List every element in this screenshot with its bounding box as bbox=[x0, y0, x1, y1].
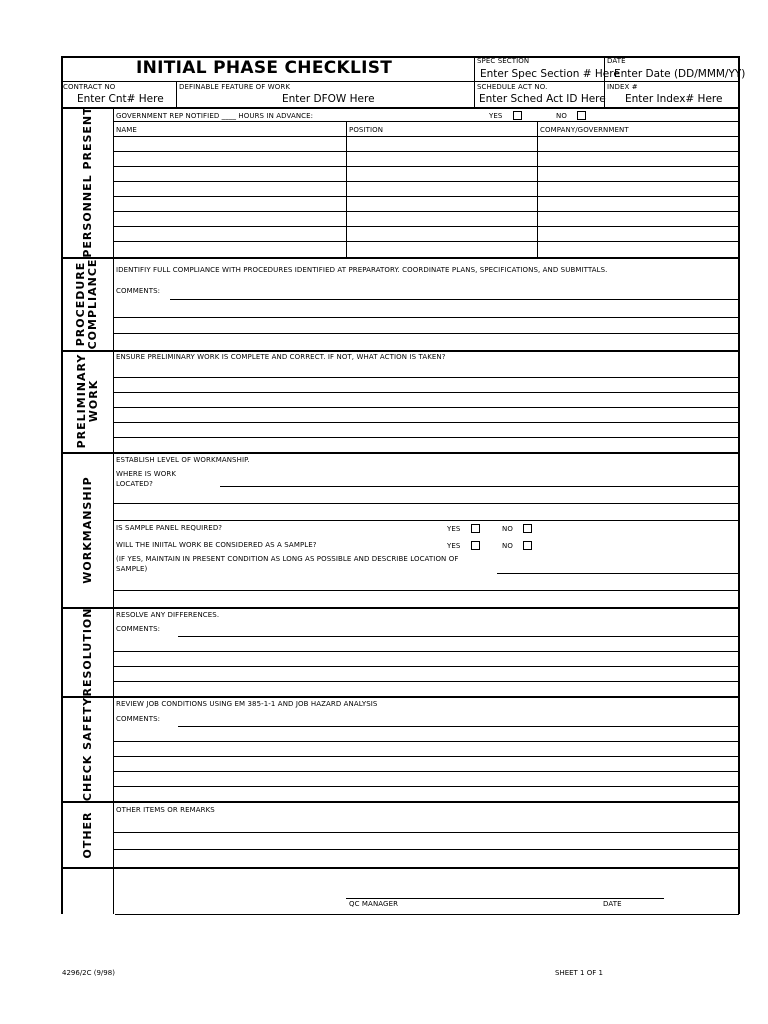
personnel-row[interactable] bbox=[113, 151, 739, 152]
personnel-row[interactable] bbox=[113, 166, 739, 167]
initial-work-sample-question: WILL THE INIITAL WORK BE CONSIDERED AS A SAMPLE? bbox=[116, 541, 317, 549]
form-number: 4296/2C (9/98) bbox=[62, 969, 115, 977]
resolution-comment-line[interactable] bbox=[178, 636, 739, 637]
other-instruction: OTHER ITEMS OR REMARKS bbox=[116, 806, 215, 814]
date-field[interactable]: Enter Date (DD/MMM/YY) bbox=[614, 68, 746, 80]
where-located-label: WHERE IS WORK LOCATED? bbox=[116, 470, 177, 488]
safety-comment-line[interactable] bbox=[113, 756, 739, 757]
preliminary-line[interactable] bbox=[113, 407, 739, 408]
workmanship-instruction: ESTABLISH LEVEL OF WORKMANSHIP. bbox=[116, 456, 250, 464]
personnel-row[interactable] bbox=[113, 211, 739, 212]
form-title: INITIAL PHASE CHECKLIST bbox=[136, 58, 393, 78]
resolution-comments-label: COMMENTS: bbox=[116, 625, 161, 633]
dfow-label: DEFINABLE FEATURE OF WORK bbox=[179, 83, 291, 91]
resolution-section-label: RESOLUTION bbox=[81, 607, 94, 697]
procedure-comment-line[interactable] bbox=[113, 333, 739, 334]
resolution-comment-line[interactable] bbox=[113, 681, 739, 682]
where-located-line[interactable] bbox=[113, 503, 739, 504]
initial-work-yes-checkbox[interactable] bbox=[471, 541, 480, 550]
personnel-row[interactable] bbox=[113, 196, 739, 197]
where-located-line[interactable] bbox=[220, 486, 739, 487]
safety-instruction: REVIEW JOB CONDITIONS USING EM 385-1-1 AND JOB HAZARD ANALYSIS bbox=[116, 700, 378, 708]
index-field[interactable]: Enter Index# Here bbox=[625, 93, 723, 105]
personnel-row[interactable] bbox=[113, 136, 739, 137]
preliminary-section-label: PRELIMINARY WORK bbox=[75, 353, 100, 449]
gov-rep-yes-checkbox[interactable] bbox=[513, 111, 522, 120]
sheet-number: SHEET 1 OF 1 bbox=[555, 969, 603, 977]
initial-work-no-checkbox[interactable] bbox=[523, 541, 532, 550]
sample-location-line[interactable] bbox=[497, 573, 739, 574]
contract-no-label: CONTRACT NO bbox=[63, 83, 116, 91]
other-section-label: OTHER bbox=[81, 811, 94, 859]
col-name-header: NAME bbox=[116, 126, 137, 134]
procedure-comments-label: COMMENTS: bbox=[116, 287, 161, 295]
spec-section-label: SPEC SECTION bbox=[477, 57, 530, 65]
dfow-field[interactable]: Enter DFOW Here bbox=[282, 93, 375, 105]
index-label: INDEX # bbox=[607, 83, 638, 91]
personnel-section-label: PERSONNEL PRESENT bbox=[81, 106, 94, 258]
resolution-instruction: RESOLVE ANY DIFFERENCES. bbox=[116, 611, 220, 619]
resolution-comment-line[interactable] bbox=[113, 651, 739, 652]
preliminary-line[interactable] bbox=[113, 377, 739, 378]
procedure-section-label: PROCEDURE COMPLIANCE bbox=[74, 258, 99, 350]
safety-comment-line[interactable] bbox=[113, 786, 739, 787]
safety-comment-line[interactable] bbox=[113, 771, 739, 772]
sample-panel-no-checkbox[interactable] bbox=[523, 524, 532, 533]
preliminary-instruction: ENSURE PRELIMINARY WORK IS COMPLETE AND CORRECT. IF NOT, WHAT ACTION IS TAKEN? bbox=[116, 353, 446, 361]
col-position-header: POSITION bbox=[349, 126, 384, 134]
other-remark-line[interactable] bbox=[113, 849, 739, 850]
sample-panel-yes-label: YES bbox=[447, 525, 461, 533]
schedule-act-field[interactable]: Enter Sched Act ID Here bbox=[479, 93, 606, 105]
signature-date-label: DATE bbox=[603, 900, 622, 908]
personnel-row[interactable] bbox=[113, 226, 739, 227]
col-company-header: COMPANY/GOVERNMENT bbox=[540, 126, 629, 134]
sample-panel-yes-checkbox[interactable] bbox=[471, 524, 480, 533]
sample-panel-question: IS SAMPLE PANEL REQUIRED? bbox=[116, 524, 223, 532]
gov-rep-notified: GOVERNMENT REP NOTIFIED ____ HOURS IN ADVANCE: bbox=[116, 112, 314, 120]
procedure-comment-line[interactable] bbox=[113, 317, 739, 318]
other-remark-line[interactable] bbox=[113, 832, 739, 833]
contract-no-field[interactable]: Enter Cnt# Here bbox=[77, 93, 164, 105]
safety-comments-label: COMMENTS: bbox=[116, 715, 161, 723]
spec-section-field[interactable]: Enter Spec Section # Here bbox=[480, 68, 620, 80]
safety-section-label: CHECK SAFETY bbox=[81, 696, 94, 802]
workmanship-section-label: WORKMANSHIP bbox=[81, 476, 94, 584]
personnel-row[interactable] bbox=[113, 241, 739, 242]
initial-work-yes-label: YES bbox=[447, 542, 461, 550]
sample-panel-no-label: NO bbox=[502, 525, 513, 533]
sample-location-instruction: (IF YES, MAINTAIN IN PRESENT CONDITION AS LONG AS POSSIBLE AND DESCRIBE LOCATION OF SAMPLE) bbox=[116, 555, 459, 573]
procedure-instruction: IDENTIFIY FULL COMPLIANCE WITH PROCEDURES IDENTIFIED AT PREPARATORY. COORDINATE PLANS, SPECIFICATIONS, AND SUBMITTALS. bbox=[116, 266, 608, 274]
gov-rep-no-checkbox[interactable] bbox=[577, 111, 586, 120]
qc-manager-signature-line[interactable] bbox=[346, 898, 664, 899]
gov-rep-yes-label: YES bbox=[489, 112, 503, 120]
safety-comment-line[interactable] bbox=[178, 726, 739, 727]
procedure-comment-line[interactable] bbox=[170, 299, 739, 300]
personnel-row[interactable] bbox=[113, 181, 739, 182]
qc-manager-label: QC MANAGER bbox=[349, 900, 399, 908]
preliminary-line[interactable] bbox=[113, 392, 739, 393]
initial-work-no-label: NO bbox=[502, 542, 513, 550]
resolution-comment-line[interactable] bbox=[113, 666, 739, 667]
safety-comment-line[interactable] bbox=[113, 741, 739, 742]
schedule-act-label: SCHEDULE ACT NO. bbox=[477, 83, 548, 91]
preliminary-line[interactable] bbox=[113, 437, 739, 438]
date-label: DATE bbox=[607, 57, 626, 65]
where-located-line[interactable] bbox=[113, 520, 739, 521]
preliminary-line[interactable] bbox=[113, 422, 739, 423]
sample-location-line[interactable] bbox=[113, 590, 739, 591]
gov-rep-no-label: NO bbox=[556, 112, 567, 120]
